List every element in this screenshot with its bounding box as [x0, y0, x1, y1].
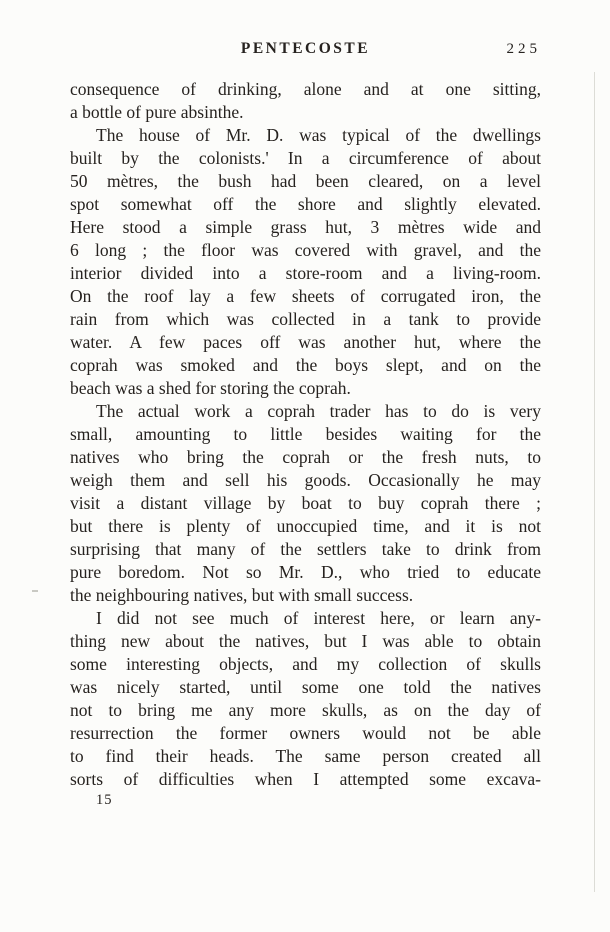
- running-title: PENTECOSTE: [240, 40, 371, 57]
- page-number: 225: [506, 41, 541, 57]
- text-line: interior divided into a store-room and a living-room.: [70, 263, 541, 283]
- text-line: resurrection the former owners would not be able: [70, 723, 541, 743]
- text-line: The house of Mr. D. was typical of the dwellings: [96, 125, 541, 145]
- text-line: spot somewhat off the shore and slightly elevated.: [70, 194, 541, 214]
- text-line: coprah was smoked and the boys slept, and on the: [70, 355, 541, 375]
- text-line: 6 long ; the floor was covered with gravel, and the: [70, 240, 541, 260]
- text-line: Here stood a simple grass hut, 3 mètres wide and: [70, 217, 541, 237]
- text-line: small, amounting to little besides waiting for the: [70, 424, 541, 444]
- text-line: beach was a shed for storing the coprah.: [70, 378, 351, 398]
- page-footer: [70, 792, 541, 809]
- text-line: a bottle of pure absinthe.: [70, 102, 244, 122]
- text-line: built by the colonists.' In a circumference of about: [70, 148, 541, 168]
- text-line: visit a distant village by boat to buy coprah there ;: [70, 493, 541, 513]
- page-body: [70, 78, 541, 791]
- text-line: but there is plenty of unoccupied time, and it is not: [70, 516, 541, 536]
- text-line: 50 mètres, the bush had been cleared, on a level: [70, 171, 541, 191]
- text-line: water. A few paces off was another hut, where the: [70, 332, 541, 352]
- text-line: not to bring me any more skulls, as on the day of: [70, 700, 541, 720]
- text-line: sorts of difficulties when I attempted some excava-: [70, 769, 541, 789]
- page-edge-shadow: [594, 72, 595, 892]
- text-line: surprising that many of the settlers take to drink from: [70, 539, 541, 559]
- text-column: [70, 40, 541, 809]
- paragraph: [70, 400, 541, 607]
- page-header: [70, 40, 541, 60]
- text-line: was nicely started, until some one told the natives: [70, 677, 541, 697]
- text-line: I did not see much of interest here, or learn any-: [96, 608, 541, 628]
- text-line: some interesting objects, and my collection of skulls: [70, 654, 541, 674]
- paragraph: [70, 124, 541, 400]
- text-line: consequence of drinking, alone and at one sitting,: [70, 79, 541, 99]
- text-line: weigh them and sell his goods. Occasionally he may: [70, 470, 541, 490]
- text-line: to find their heads. The same person created all: [70, 746, 541, 766]
- paragraph: [70, 78, 541, 124]
- text-line: The actual work a coprah trader has to do is very: [96, 401, 541, 421]
- text-line: the neighbouring natives, but with small success.: [70, 585, 414, 605]
- text-line: thing new about the natives, but I was able to obtain: [70, 631, 541, 651]
- signature-mark: 15: [96, 792, 113, 808]
- text-line: pure boredom. Not so Mr. D., who tried to educate: [70, 562, 541, 582]
- text-line: natives who bring the coprah or the fresh nuts, to: [70, 447, 541, 467]
- margin-scan-mark: [32, 590, 38, 592]
- paragraph: [70, 607, 541, 791]
- text-line: rain from which was collected in a tank to provide: [70, 309, 541, 329]
- text-line: On the roof lay a few sheets of corrugated iron, the: [70, 286, 541, 306]
